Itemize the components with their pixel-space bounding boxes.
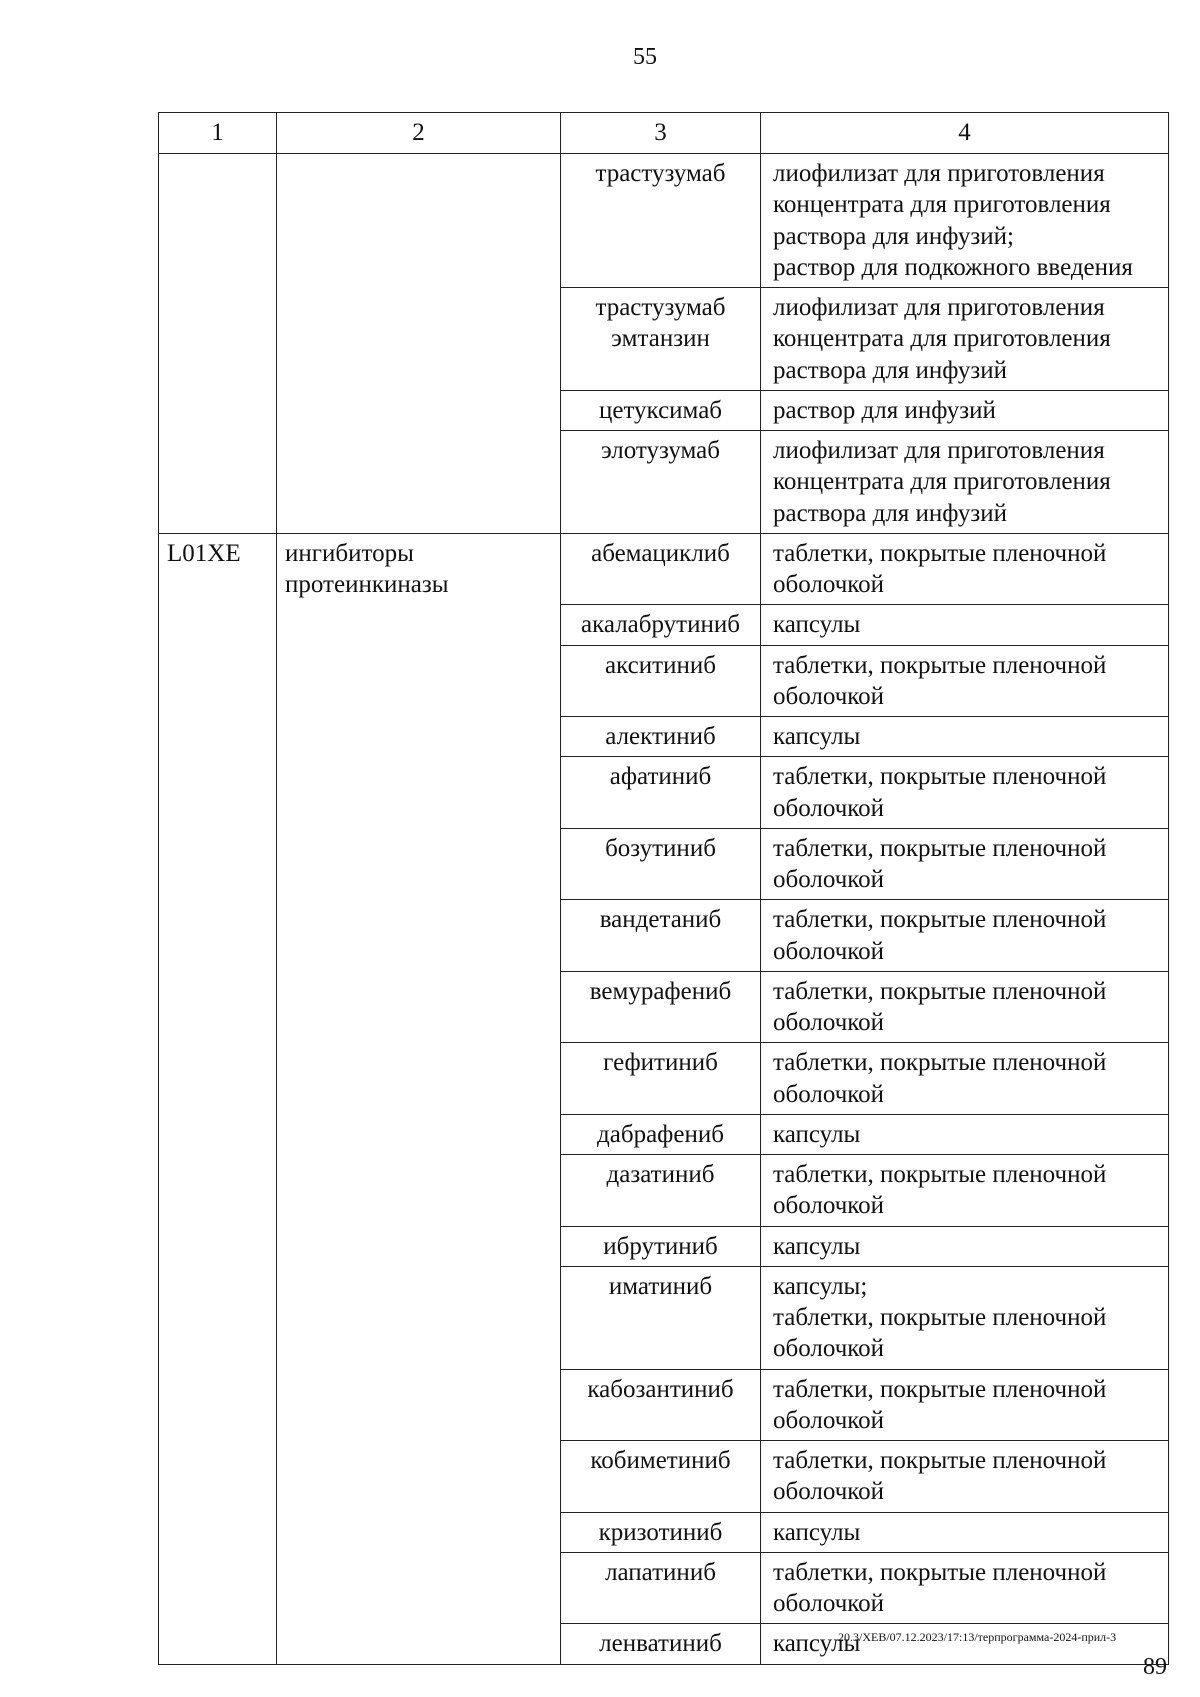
drug-name-cell [561,1512,761,1552]
dosage-form-cell [761,1114,1169,1154]
drug-name-cell [561,971,761,1043]
drug-name: кризотиниб [598,1518,723,1546]
column-header: 2 [277,113,561,154]
dosage-form-cell [761,533,1169,605]
dosage-form-cell [761,757,1169,829]
atc-code-cell [159,154,277,534]
drug-name: цетуксимаб [598,396,723,424]
drug-name: гефитиниб [603,1049,718,1077]
drug-name-cell [561,900,761,972]
table-row [159,154,1169,288]
drug-name-cell [561,645,761,717]
dosage-form: раствор для инфузий [773,396,996,424]
drug-name: афатиниб [609,763,712,791]
drug-name: вемурафениб [589,977,732,1005]
drug-name-cell [561,757,761,829]
drug-name-cell [561,1369,761,1441]
drug-name-cell [561,605,761,645]
drug-name: абемациклиб [591,539,730,567]
dosage-form: таблетки, покрытые пленочной оболочкой [773,906,1107,965]
dosage-form-cell [761,288,1169,391]
dosage-form: таблетки, покрытые пленочной оболочкой [773,1161,1107,1220]
drug-name: дабрафениб [597,1120,724,1148]
dosage-form-cell [761,1226,1169,1266]
drug-name: алектиниб [605,723,716,750]
dosage-form: таблетки, покрытые пленочной оболочкой [773,763,1107,822]
drug-name-cell [561,1114,761,1154]
dosage-form-cell [761,1369,1169,1441]
dosage-form: капсулы [773,611,861,639]
column-header: 3 [561,113,761,154]
dosage-form: капсулы; [773,1272,868,1300]
drug-name-cell [561,1624,761,1664]
drug-name: вандетаниб [599,906,722,934]
dosage-form-cell [761,645,1169,717]
group-name-line: ингибиторы [285,539,414,567]
table-header-row [159,113,1169,154]
table-row [159,533,1169,605]
drug-name-cell [561,533,761,605]
dosage-form-cell [761,1552,1169,1624]
dosage-form: таблетки, покрытые пленочной оболочкой [773,539,1107,598]
drug-name-cell [561,390,761,430]
drug-name: трастузумаб [595,160,726,187]
drug-name: кабозантиниб [587,1375,734,1403]
dosage-form: лиофилизат для приготовления концентрата для приготовления раствора для инфузий [773,437,1111,527]
dosage-form: таблетки, покрытые пленочной оболочкой [773,1049,1107,1108]
sheet-number: 89 [1143,1654,1167,1680]
column-header: 4 [761,113,1169,154]
drug-name: дазатиниб [606,1161,715,1188]
drug-name-cell [561,154,761,288]
drug-name-cell [561,431,761,534]
drug-name-cell [561,717,761,757]
dosage-form-cell [761,1512,1169,1552]
drug-name: бозутиниб [605,834,716,862]
drug-name-cell [561,1043,761,1115]
dosage-form: таблетки, покрытые пленочной оболочкой [773,1558,1107,1617]
drug-name: акалабрутиниб [581,611,740,639]
dosage-form: капсулы [773,1518,861,1546]
drug-name-cell [561,1441,761,1513]
dosage-form: капсулы [773,1630,861,1658]
drug-name: эмтанзин [611,325,710,353]
drug-name-cell [561,1226,761,1266]
group-name-cell [277,533,561,1664]
dosage-form-cell [761,900,1169,972]
dosage-form: капсулы [773,1120,861,1148]
drug-name: лапатиниб [605,1558,716,1586]
dosage-form-cell [761,431,1169,534]
dosage-form: таблетки, покрытые пленочной оболочкой [773,651,1107,710]
drug-table [158,112,1169,1665]
drug-name: ибрутиниб [603,1232,718,1260]
group-name-cell [277,154,561,534]
dosage-form: таблетки, покрытые пленочной оболочкой [773,834,1107,893]
dosage-form-cell [761,154,1169,288]
dosage-form-cell [761,1043,1169,1115]
drug-name: акситиниб [605,651,716,679]
atc-code-cell: L01XE [159,533,277,1664]
dosage-form: таблетки, покрытые пленочной оболочкой [773,1304,1107,1363]
dosage-form-cell [761,717,1169,757]
drug-name-cell [561,1552,761,1624]
page-number: 55 [633,44,657,70]
drug-name: элотузумаб [600,437,720,464]
drug-name-cell [561,288,761,391]
drug-name: трастузумаб [595,294,726,321]
dosage-form-cell [761,1266,1169,1369]
drug-name-cell [561,1155,761,1227]
dosage-form: таблетки, покрытые пленочной оболочкой [773,1375,1107,1434]
dosage-form: таблетки, покрытые пленочной оболочкой [773,977,1107,1036]
document-code: 20.3/ХЕВ/07.12.2023/17:13/терпрограмма-2024-прил-3 [838,1630,1117,1644]
drug-name-cell [561,1266,761,1369]
dosage-form-cell [761,828,1169,900]
drug-name: ленватиниб [599,1630,722,1658]
drug-name: кобиметиниб [590,1447,731,1474]
dosage-form: лиофилизат для приготовления концентрата для приготовления раствора для инфузий; [773,160,1111,250]
dosage-form: капсулы [773,1232,861,1260]
dosage-form-cell [761,605,1169,645]
dosage-form-cell [761,1441,1169,1513]
group-name-line: протеинкиназы [285,571,449,598]
dosage-form-cell [761,390,1169,430]
column-header: 1 [159,113,277,154]
dosage-form: раствор для подкожного введения [773,253,1133,281]
dosage-form-cell [761,971,1169,1043]
dosage-form: таблетки, покрытые пленочной оболочкой [773,1447,1107,1506]
drug-name-cell [561,828,761,900]
dosage-form-cell [761,1155,1169,1227]
dosage-form: лиофилизат для приготовления концентрата для приготовления раствора для инфузий [773,294,1111,384]
dosage-form: капсулы [773,723,861,750]
drug-name: иматиниб [608,1272,713,1300]
